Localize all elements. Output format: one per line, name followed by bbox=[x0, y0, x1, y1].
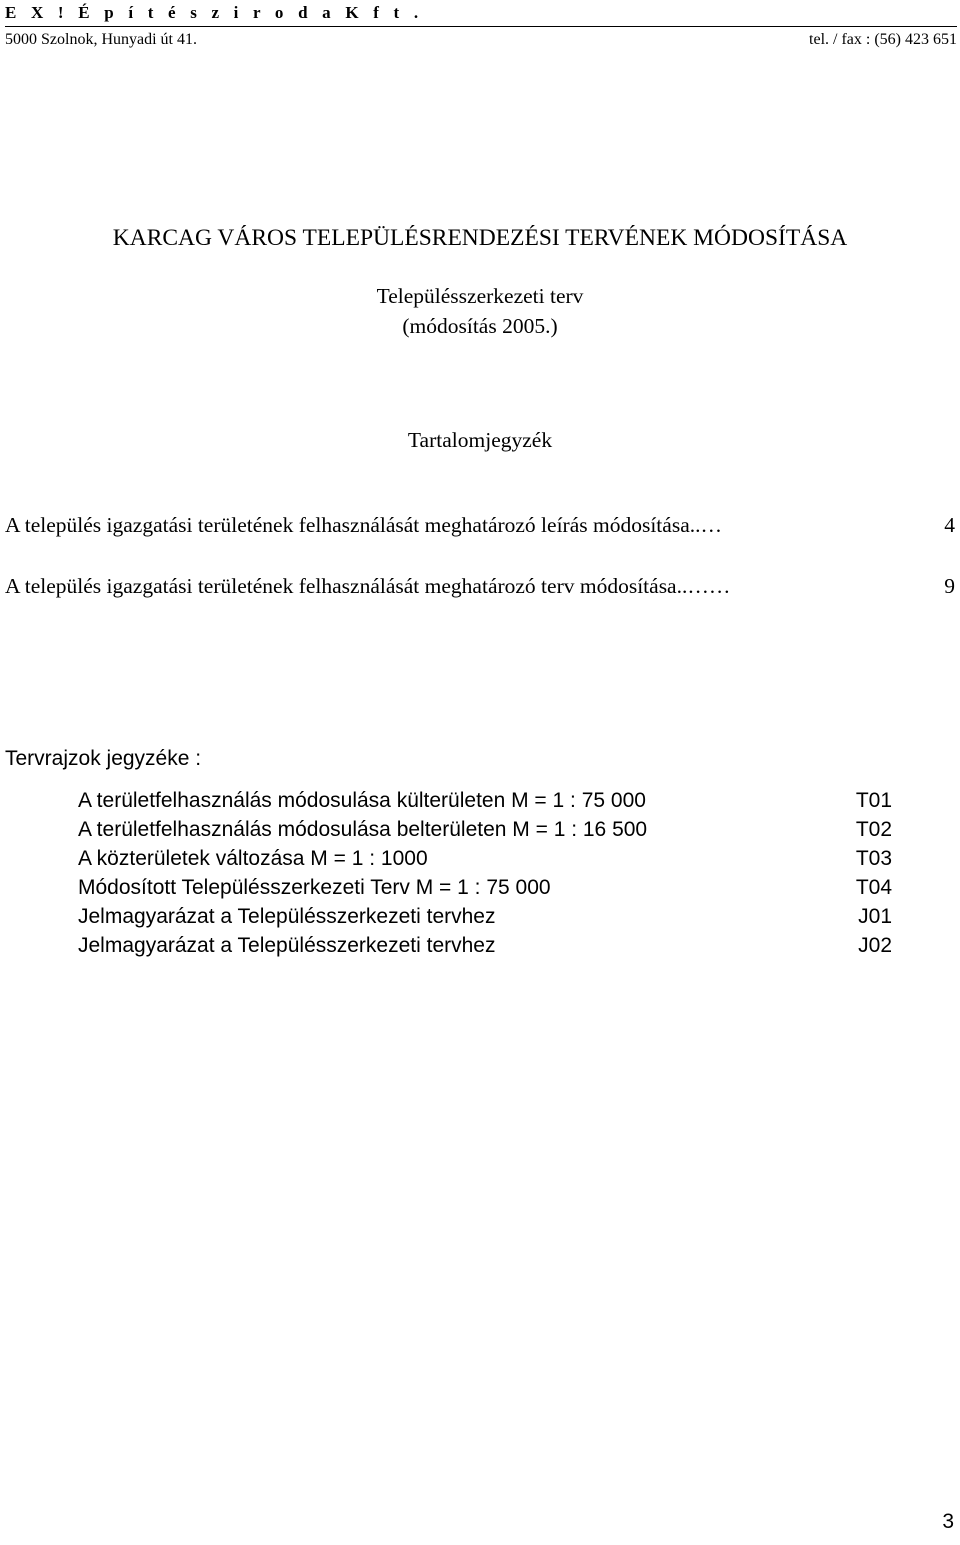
toc-heading: Tartalomjegyzék bbox=[407, 428, 553, 452]
drawing-list-item bbox=[78, 934, 892, 963]
toc-entry-text: A település igazgatási területének felhasználását meghatározó leírás módosítása..… bbox=[5, 513, 722, 537]
drawing-title: A területfelhasználás módosulása belterületen M = 1 : 16 500 bbox=[78, 818, 648, 841]
drawings-list-heading: Tervrajzok jegyzéke : bbox=[5, 747, 202, 770]
document-subtitle: Településszerkezeti terv bbox=[376, 284, 584, 308]
toc-entry-page: 9 bbox=[944, 574, 955, 598]
drawing-title: Jelmagyarázat a Településszerkezeti tervhez bbox=[78, 905, 496, 928]
header-divider bbox=[5, 26, 957, 27]
drawing-list-item bbox=[78, 876, 892, 905]
drawing-title: A területfelhasználás módosulása külterületen M = 1 : 75 000 bbox=[78, 789, 646, 812]
drawing-title: A közterületek változása M = 1 : 1000 bbox=[78, 847, 428, 870]
company-phone: tel. / fax : (56) 423 651 bbox=[809, 31, 957, 48]
drawing-list-item bbox=[78, 789, 892, 818]
drawing-code: T01 bbox=[855, 789, 892, 812]
drawing-title: Módosított Településszerkezeti Terv M = 1 : 75 000 bbox=[78, 876, 551, 899]
company-address: 5000 Szolnok, Hunyadi út 41. bbox=[5, 31, 197, 48]
drawing-code: T02 bbox=[855, 818, 892, 841]
drawing-list-item bbox=[78, 905, 892, 934]
page-number: 3 bbox=[942, 1510, 954, 1533]
drawing-list-item bbox=[78, 818, 892, 847]
company-name: E X ! É p í t é s z i r o d a K f t . bbox=[5, 3, 424, 22]
document-title: KARCAG VÁROS TELEPÜLÉSRENDEZÉSI TERVÉNEK MÓDOSÍTÁSA bbox=[112, 225, 848, 251]
drawing-list-item bbox=[78, 847, 892, 876]
toc-entry-text: A település igazgatási területének felhasználását meghatározó terv módosítása..…… bbox=[5, 574, 731, 598]
drawing-title: Jelmagyarázat a Településszerkezeti tervhez bbox=[78, 934, 496, 957]
drawing-code: T04 bbox=[855, 876, 892, 899]
document-subtitle-date: (módosítás 2005.) bbox=[402, 314, 558, 338]
drawing-code: J01 bbox=[858, 905, 892, 928]
toc-entry-page: 4 bbox=[944, 513, 955, 537]
drawing-code: T03 bbox=[855, 847, 892, 870]
drawing-code: J02 bbox=[858, 934, 892, 957]
